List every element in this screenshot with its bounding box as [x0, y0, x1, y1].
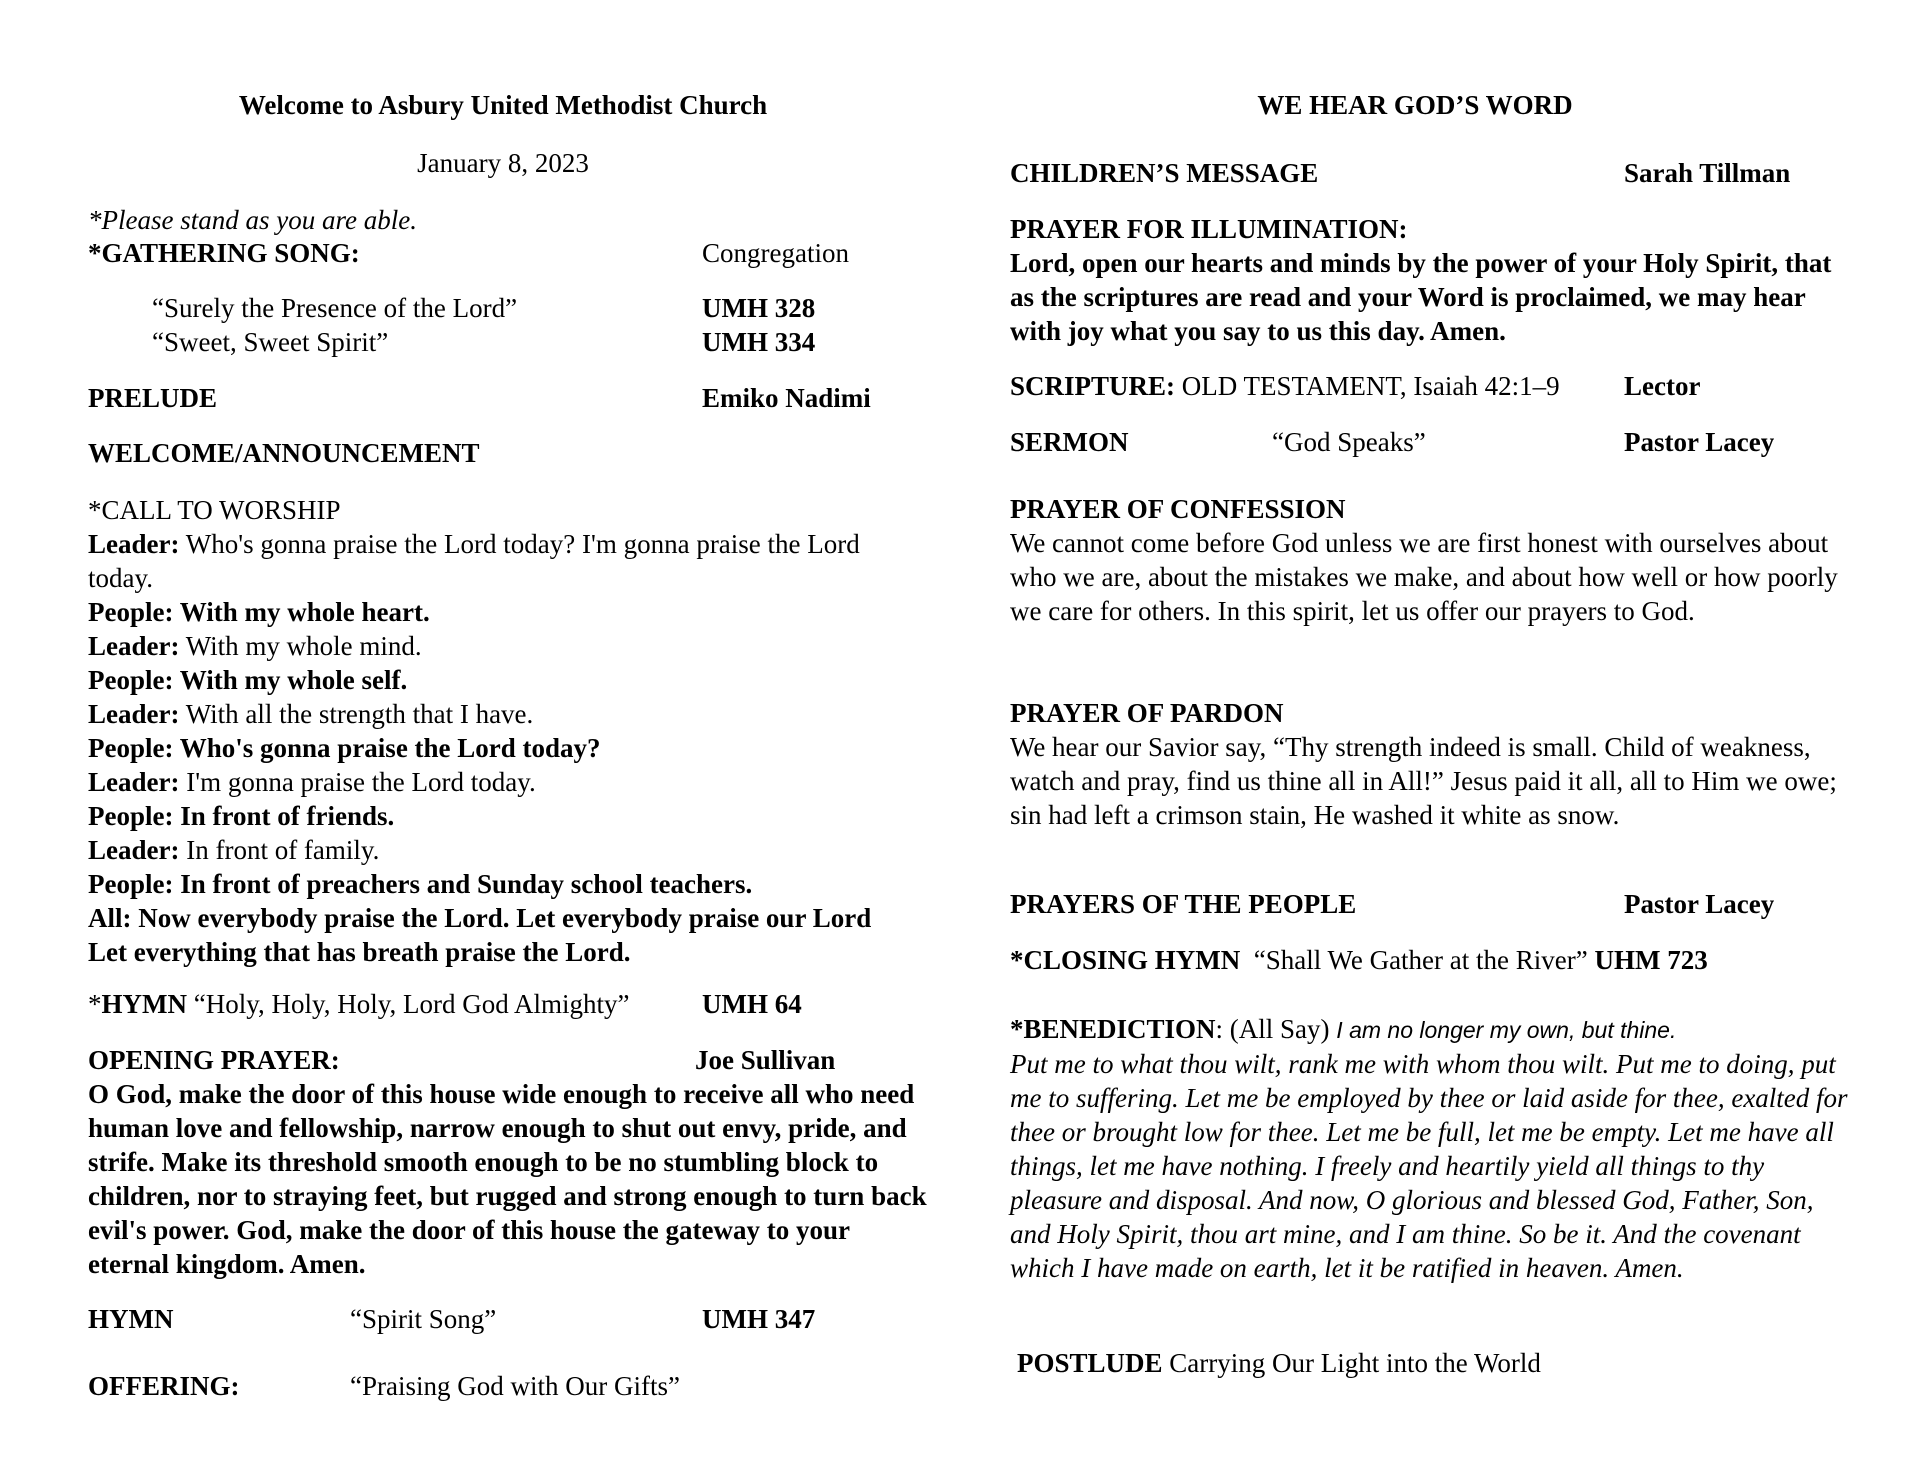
- song-ref: UMH 334: [702, 327, 816, 357]
- song-title: “Sweet, Sweet Spirit”: [152, 327, 389, 357]
- song-ref: UMH 328: [702, 293, 816, 323]
- prayers-people-label: PRAYERS OF THE PEOPLE: [1010, 889, 1357, 919]
- litany-line: [88, 595, 878, 629]
- hymn-ref: UMH 64: [702, 989, 802, 1019]
- closing-hymn-title: “Shall We Gather at the River”: [1253, 945, 1588, 975]
- litany-line: [88, 629, 878, 663]
- prelude-label: PRELUDE: [88, 383, 218, 413]
- litany-line: [88, 697, 878, 731]
- closing-hymn-line: [1010, 943, 1708, 977]
- sermon-label: SERMON: [1010, 427, 1129, 457]
- litany-text: With my whole mind.: [179, 631, 422, 661]
- benediction-after-label: : (All Say): [1215, 1014, 1337, 1044]
- pardon-text: We hear our Savior say, “Thy strength indeed is small. Child of weakness, watch and pray, find us thine all in All!” Jesus paid it all, all to Him we owe; sin had left a crimson stain, He washed it white as snow.: [1010, 732, 1837, 830]
- postlude-label: POSTLUDE: [1017, 1348, 1163, 1378]
- church-title: Welcome to Asbury United Methodist Church: [238, 90, 768, 120]
- litany-text: Who's gonna praise the Lord today? I'm gonna praise the Lord today.: [88, 529, 860, 593]
- litany-text: With all the strength that I have.: [179, 699, 534, 729]
- gathering-song-label: *GATHERING SONG:: [88, 238, 360, 268]
- hymn-title: “Spirit Song”: [350, 1304, 497, 1334]
- childrens-message-who: Sarah Tillman: [1624, 158, 1791, 188]
- litany-line: [88, 765, 878, 799]
- opening-prayer-text: O God, make the door of this house wide enough to receive all who need human love and fellowship, narrow enough to shut out envy, pride, and strife. Make its threshold smooth enough to be no stumbling block to children, nor to straying feet, but rugged and strong enough to turn back evil's power. God, make the door of this house the gateway to your eternal kingdom. Amen.: [88, 1079, 927, 1279]
- benediction-block: [1010, 1012, 1850, 1285]
- litany-line: [88, 799, 878, 833]
- prayers-people-who: Pastor Lacey: [1624, 889, 1775, 919]
- confession-text: We cannot come before God unless we are first honest with ourselves about who we are, about the mistakes we make, and about how well or how poorly we care for others. In this spirit, let us offer our prayers to God.: [1010, 528, 1838, 626]
- postlude-text: Carrying Our Light into the World: [1162, 1348, 1541, 1378]
- litany-line: [88, 901, 878, 969]
- litany-line: [88, 663, 878, 697]
- litany-speaker: Leader:: [88, 699, 180, 729]
- gathering-song-who: Congregation: [702, 238, 849, 268]
- hymn-label: HYMN: [88, 1304, 174, 1334]
- litany-speaker: Leader:: [88, 835, 180, 865]
- litany-speaker: People:: [88, 801, 174, 831]
- opening-prayer-who: Joe Sullivan: [695, 1045, 836, 1075]
- benediction-label: *BENEDICTION: [1010, 1014, 1216, 1044]
- closing-hymn-label: *CLOSING HYMN: [1010, 945, 1241, 975]
- litany-line: [88, 833, 878, 867]
- welcome-heading: WELCOME/ANNOUNCEMENT: [88, 438, 480, 468]
- litany-text: Now everybody praise the Lord. Let everybody praise our Lord Let everything that has breath praise the Lord.: [88, 903, 872, 967]
- song-title: “Surely the Presence of the Lord”: [152, 293, 518, 323]
- childrens-message-label: CHILDREN’S MESSAGE: [1010, 158, 1319, 188]
- litany-text: In front of preachers and Sunday school teachers.: [173, 869, 753, 899]
- postlude-line: [1017, 1346, 1867, 1380]
- confession-heading: PRAYER OF CONFESSION: [1010, 494, 1346, 524]
- sermon-title: “God Speaks”: [1272, 427, 1426, 457]
- call-to-worship-litany: [88, 527, 878, 969]
- offering-title: “Praising God with Our Gifts”: [350, 1371, 680, 1401]
- scripture-label: SCRIPTURE:: [1010, 371, 1176, 401]
- hymn-prefix: *: [88, 989, 102, 1019]
- litany-text: With my whole heart.: [173, 597, 430, 627]
- pardon-heading: PRAYER OF PARDON: [1010, 698, 1284, 728]
- left-column: [88, 0, 938, 1484]
- litany-line: [88, 867, 878, 901]
- litany-speaker: Leader:: [88, 529, 180, 559]
- litany-line: [88, 731, 878, 765]
- litany-speaker: Leader:: [88, 767, 180, 797]
- benediction-first-line: [1010, 1012, 1850, 1047]
- scripture-line: [1010, 369, 1560, 403]
- closing-hymn-ref: UHM 723: [1594, 945, 1708, 975]
- offering-label: OFFERING:: [88, 1371, 240, 1401]
- opening-prayer-label: OPENING PRAYER:: [88, 1045, 340, 1075]
- litany-speaker: People:: [88, 733, 174, 763]
- litany-speaker: People:: [88, 665, 174, 695]
- litany-text: I'm gonna praise the Lord today.: [179, 767, 536, 797]
- hymn-title: “Holy, Holy, Holy, Lord God Almighty”: [186, 989, 630, 1019]
- sermon-who: Pastor Lacey: [1624, 427, 1775, 457]
- prelude-who: Emiko Nadimi: [702, 383, 871, 413]
- hymn-ref: UMH 347: [702, 1304, 816, 1334]
- illumination-text: Lord, open our hearts and minds by the power of your Holy Spirit, that as the scriptures are read and your Word is proclaimed, we may hear with joy what you say to us this day. Amen.: [1010, 248, 1832, 346]
- scripture-who: Lector: [1624, 371, 1701, 401]
- litany-speaker: People:: [88, 597, 174, 627]
- benediction-text: Put me to what thou wilt, rank me with whom thou wilt. Put me to doing, put me to suffering. Let me be employed by thee or laid aside for thee, exalted for thee or brought low for thee. Let me be full, let me be empty. Let me have all things, let me have nothing. I freely and heartily yield all things to thy pleasure and disposal. And now, O glorious and blessed God, Father, Son, and Holy Spirit, thou art mine, and I am thine. So be it. And the covenant which I have made on earth, let it be ratified in heaven. Amen.: [1010, 1049, 1848, 1283]
- litany-speaker: People:: [88, 869, 174, 899]
- service-date: January 8, 2023: [417, 148, 589, 178]
- litany-line: [88, 527, 878, 595]
- right-column: [1010, 0, 1860, 1484]
- scripture-text: OLD TESTAMENT, Isaiah 42:1–9: [1175, 371, 1560, 401]
- benediction-first: I am no longer my own, but thine.: [1336, 1017, 1677, 1043]
- stand-note: *Please stand as you are able.: [88, 205, 417, 235]
- litany-speaker: Leader:: [88, 631, 180, 661]
- call-to-worship-heading: *CALL TO WORSHIP: [88, 495, 341, 525]
- section-title: WE HEAR GOD’S WORD: [1257, 90, 1573, 120]
- litany-text: Who's gonna praise the Lord today?: [173, 733, 601, 763]
- litany-text: In front of friends.: [173, 801, 395, 831]
- hymn-label: HYMN: [101, 989, 187, 1019]
- litany-text: With my whole self.: [173, 665, 408, 695]
- illumination-heading: PRAYER FOR ILLUMINATION:: [1010, 214, 1408, 244]
- hymn-line: [88, 987, 629, 1021]
- litany-text: In front of family.: [179, 835, 380, 865]
- litany-speaker: All:: [88, 903, 132, 933]
